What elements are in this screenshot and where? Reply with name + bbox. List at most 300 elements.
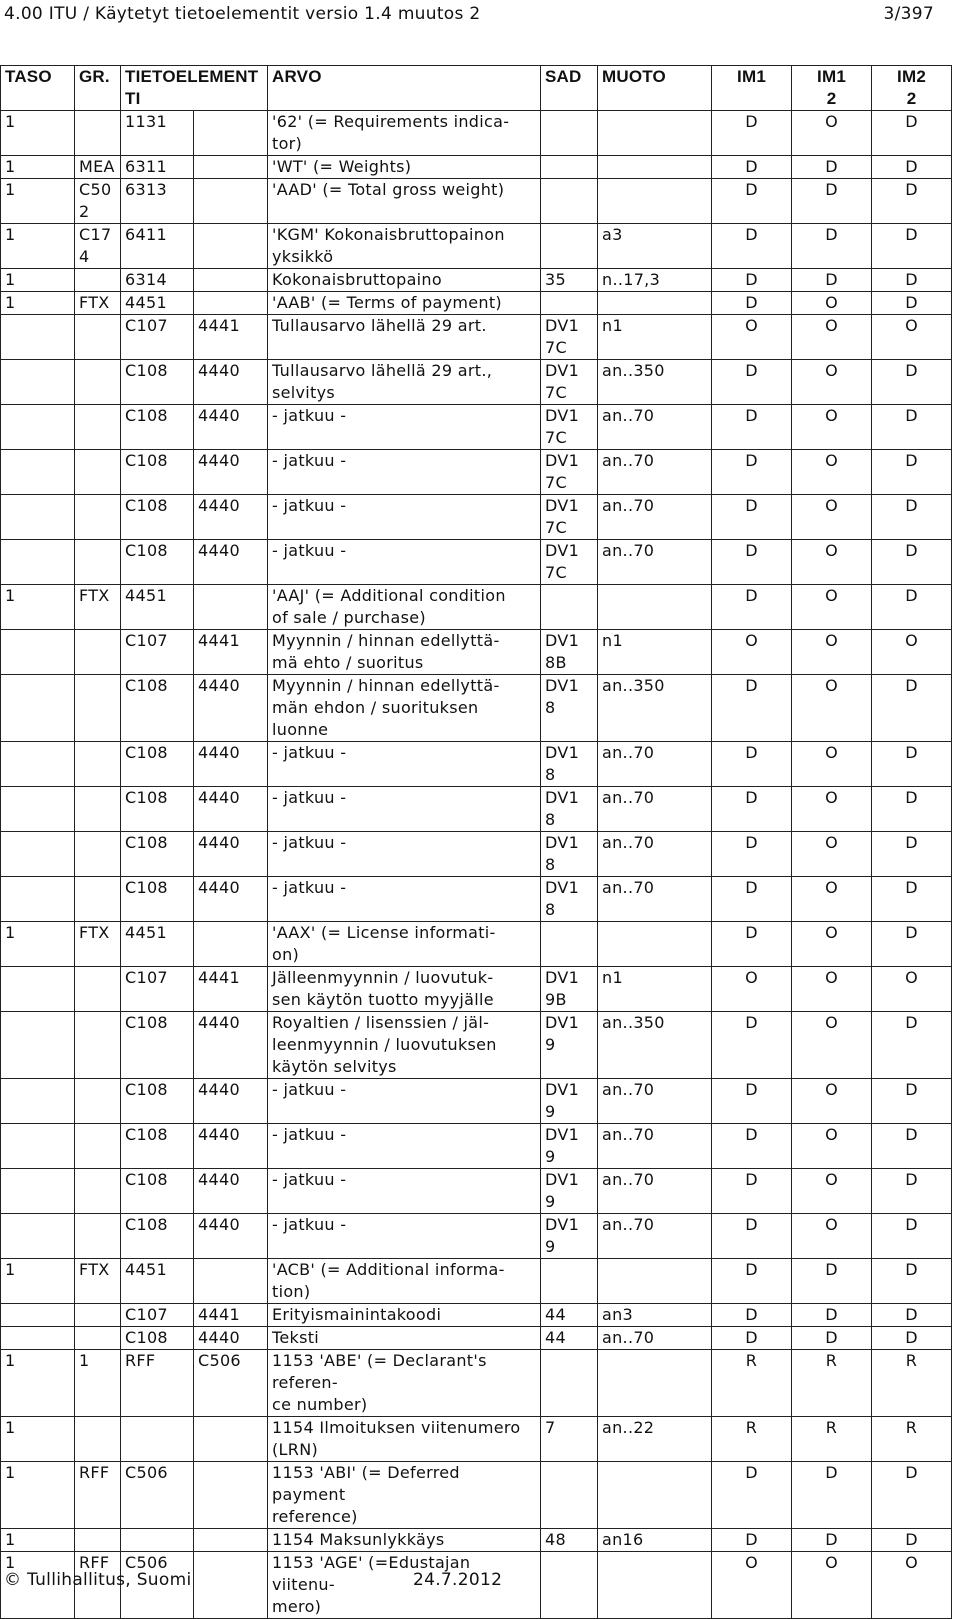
cell-taso <box>1 495 75 540</box>
col-sad-header: SAD <box>541 66 598 111</box>
cell-im22: D <box>872 1124 952 1169</box>
cell-sad <box>541 1462 598 1529</box>
cell-arvo: 1154 Maksunlykkäys <box>268 1529 541 1552</box>
cell-code1: C108 <box>121 1124 194 1169</box>
cell-muoto: an..70 <box>598 1214 712 1259</box>
cell-code1: C506 <box>121 1462 194 1529</box>
cell-taso <box>1 742 75 787</box>
table-row <box>1 1124 952 1169</box>
cell-sad <box>541 111 598 156</box>
cell-arvo: Myynnin / hinnan edellyttä- män ehdon / suorituksen luonne <box>268 675 541 742</box>
table-row <box>1 967 952 1012</box>
cell-taso <box>1 405 75 450</box>
cell-code1: 6411 <box>121 224 194 269</box>
cell-gr: C502 <box>75 179 121 224</box>
cell-code1: 4451 <box>121 1259 194 1304</box>
cell-code1: RFF <box>121 1350 194 1417</box>
cell-im22: D <box>872 832 952 877</box>
cell-im12: O <box>792 315 872 360</box>
cell-code2 <box>194 224 268 269</box>
cell-im22: D <box>872 1327 952 1350</box>
cell-im12: D <box>792 1529 872 1552</box>
cell-im22: D <box>872 269 952 292</box>
cell-code1: C108 <box>121 877 194 922</box>
cell-code1: 4451 <box>121 922 194 967</box>
cell-im1: D <box>712 1259 792 1304</box>
cell-gr <box>75 495 121 540</box>
cell-im22: R <box>872 1417 952 1462</box>
cell-code1: C107 <box>121 967 194 1012</box>
table-row <box>1 675 952 742</box>
table-row <box>1 315 952 360</box>
cell-im12: O <box>792 1124 872 1169</box>
cell-muoto: an..350 <box>598 360 712 405</box>
cell-taso <box>1 630 75 675</box>
col-arvo-header: ARVO <box>268 66 541 111</box>
cell-sad <box>541 292 598 315</box>
cell-sad: DV1 9 <box>541 1214 598 1259</box>
cell-muoto: n1 <box>598 315 712 360</box>
cell-code1: C108 <box>121 675 194 742</box>
cell-im1: D <box>712 787 792 832</box>
table-row <box>1 1417 952 1462</box>
cell-im12: O <box>792 360 872 405</box>
cell-im1: D <box>712 360 792 405</box>
cell-taso: 1 <box>1 1462 75 1529</box>
cell-arvo: - jatkuu - <box>268 1214 541 1259</box>
table-row <box>1 405 952 450</box>
cell-sad: DV1 9 <box>541 1169 598 1214</box>
table-row <box>1 1012 952 1079</box>
cell-code1: C108 <box>121 1169 194 1214</box>
page-number: 3/397 <box>883 4 934 24</box>
cell-code2 <box>194 1417 268 1462</box>
cell-arvo: 1154 Ilmoituksen viitenumero (LRN) <box>268 1417 541 1462</box>
cell-code2: 4440 <box>194 742 268 787</box>
cell-taso <box>1 787 75 832</box>
cell-code1: C107 <box>121 1304 194 1327</box>
cell-code2: 4440 <box>194 675 268 742</box>
col-im1-header: IM1 <box>712 66 792 111</box>
cell-code1: C108 <box>121 540 194 585</box>
cell-taso <box>1 315 75 360</box>
cell-sad: DV1 9 <box>541 1012 598 1079</box>
cell-sad: DV1 9B <box>541 967 598 1012</box>
table-row <box>1 1304 952 1327</box>
cell-muoto: an..350 <box>598 675 712 742</box>
cell-taso: 1 <box>1 224 75 269</box>
table-row <box>1 111 952 156</box>
cell-arvo: - jatkuu - <box>268 742 541 787</box>
cell-muoto <box>598 156 712 179</box>
data-element-table <box>0 65 952 1619</box>
cell-arvo: 'ACB' (= Additional informa- tion) <box>268 1259 541 1304</box>
cell-im1: D <box>712 1529 792 1552</box>
cell-code2: 4441 <box>194 315 268 360</box>
cell-muoto: n1 <box>598 967 712 1012</box>
cell-taso: 1 <box>1 292 75 315</box>
cell-im22: D <box>872 224 952 269</box>
cell-taso <box>1 1214 75 1259</box>
cell-arvo: Jälleenmyynnin / luovutuk- sen käytön tuotto myyjälle <box>268 967 541 1012</box>
table-row <box>1 1169 952 1214</box>
cell-code1 <box>121 1529 194 1552</box>
cell-sad: DV1 7C <box>541 315 598 360</box>
table-row <box>1 179 952 224</box>
cell-taso: 1 <box>1 1350 75 1417</box>
cell-gr: FTX <box>75 1259 121 1304</box>
cell-im1: O <box>712 630 792 675</box>
cell-code1: C108 <box>121 1327 194 1350</box>
cell-taso <box>1 1079 75 1124</box>
cell-code1: C506 <box>121 1552 194 1619</box>
cell-sad: 7 <box>541 1417 598 1462</box>
cell-code2: 4440 <box>194 1327 268 1350</box>
cell-gr <box>75 630 121 675</box>
cell-taso: 1 <box>1 269 75 292</box>
cell-code2: 4440 <box>194 1012 268 1079</box>
cell-code1: 4451 <box>121 585 194 630</box>
table-row <box>1 156 952 179</box>
table-row <box>1 1462 952 1529</box>
cell-code2: 4441 <box>194 967 268 1012</box>
cell-im12: O <box>792 630 872 675</box>
cell-im1: R <box>712 1417 792 1462</box>
cell-code1: C108 <box>121 832 194 877</box>
cell-im12: D <box>792 1462 872 1529</box>
cell-arvo: - jatkuu - <box>268 1169 541 1214</box>
cell-code1: 6313 <box>121 179 194 224</box>
cell-im22: D <box>872 360 952 405</box>
cell-im12: D <box>792 156 872 179</box>
table-row <box>1 787 952 832</box>
cell-arvo: - jatkuu - <box>268 1079 541 1124</box>
cell-sad <box>541 922 598 967</box>
cell-code2 <box>194 156 268 179</box>
cell-muoto: an..70 <box>598 540 712 585</box>
cell-muoto: an..70 <box>598 1079 712 1124</box>
cell-gr <box>75 832 121 877</box>
cell-im12: O <box>792 1214 872 1259</box>
cell-gr: RFF <box>75 1462 121 1529</box>
cell-muoto: an..70 <box>598 742 712 787</box>
cell-muoto: an..70 <box>598 1327 712 1350</box>
page-footer <box>0 1566 960 1596</box>
cell-code1: C108 <box>121 495 194 540</box>
cell-im12: R <box>792 1417 872 1462</box>
cell-arvo: Tullausarvo lähellä 29 art. <box>268 315 541 360</box>
cell-muoto: an..70 <box>598 495 712 540</box>
cell-taso <box>1 675 75 742</box>
cell-arvo: 'AAB' (= Terms of payment) <box>268 292 541 315</box>
cell-arvo: 'KGM' Kokonaisbruttopainon yksikkö <box>268 224 541 269</box>
cell-sad: 35 <box>541 269 598 292</box>
cell-taso <box>1 540 75 585</box>
cell-arvo: 1153 'ABI' (= Deferred payment reference) <box>268 1462 541 1529</box>
cell-code2: 4440 <box>194 405 268 450</box>
cell-im12: O <box>792 585 872 630</box>
cell-im12: O <box>792 540 872 585</box>
cell-taso: 1 <box>1 1259 75 1304</box>
data-element-table-wrapper <box>0 65 952 1619</box>
cell-code1 <box>121 1417 194 1462</box>
cell-arvo: 'AAX' (= License informati- on) <box>268 922 541 967</box>
cell-gr <box>75 675 121 742</box>
cell-muoto: n1 <box>598 630 712 675</box>
cell-gr <box>75 1529 121 1552</box>
table-row <box>1 292 952 315</box>
cell-im22: D <box>872 1304 952 1327</box>
cell-code2: 4441 <box>194 1304 268 1327</box>
cell-im12: D <box>792 224 872 269</box>
cell-gr <box>75 269 121 292</box>
col-im12-header: IM1 2 <box>792 66 872 111</box>
cell-muoto <box>598 292 712 315</box>
cell-im1: D <box>712 292 792 315</box>
cell-muoto <box>598 1462 712 1529</box>
table-row <box>1 877 952 922</box>
cell-im22: D <box>872 1462 952 1529</box>
cell-code1: C108 <box>121 360 194 405</box>
cell-muoto: an..22 <box>598 1417 712 1462</box>
cell-code1: C108 <box>121 742 194 787</box>
cell-arvo: - jatkuu - <box>268 877 541 922</box>
cell-im22: D <box>872 787 952 832</box>
cell-gr <box>75 450 121 495</box>
cell-muoto: an..70 <box>598 450 712 495</box>
cell-im22: D <box>872 1259 952 1304</box>
cell-muoto: n..17,3 <box>598 269 712 292</box>
cell-sad <box>541 1259 598 1304</box>
cell-im22: D <box>872 922 952 967</box>
cell-im22: D <box>872 877 952 922</box>
cell-im22: D <box>872 1169 952 1214</box>
cell-code1: 6311 <box>121 156 194 179</box>
cell-taso: 1 <box>1 585 75 630</box>
cell-muoto: an3 <box>598 1304 712 1327</box>
cell-gr: MEA <box>75 156 121 179</box>
cell-sad: DV1 7C <box>541 495 598 540</box>
cell-im1: D <box>712 585 792 630</box>
cell-im1: D <box>712 877 792 922</box>
cell-im1: D <box>712 832 792 877</box>
cell-arvo: - jatkuu - <box>268 450 541 495</box>
cell-sad: DV1 7C <box>541 450 598 495</box>
cell-muoto: an..70 <box>598 787 712 832</box>
cell-taso: 1 <box>1 179 75 224</box>
cell-im12: O <box>792 1552 872 1619</box>
cell-muoto: an..70 <box>598 832 712 877</box>
table-row <box>1 832 952 877</box>
cell-im12: O <box>792 111 872 156</box>
cell-im1: R <box>712 1350 792 1417</box>
cell-sad: DV1 8 <box>541 832 598 877</box>
cell-gr <box>75 1304 121 1327</box>
cell-code2: 4440 <box>194 787 268 832</box>
cell-im22: D <box>872 179 952 224</box>
cell-im22: D <box>872 450 952 495</box>
cell-arvo: 1153 'AGE' (=Edustajan viitenu- mero) <box>268 1552 541 1619</box>
cell-im1: D <box>712 495 792 540</box>
cell-code1: 4451 <box>121 292 194 315</box>
cell-sad: DV1 9 <box>541 1124 598 1169</box>
cell-im1: D <box>712 156 792 179</box>
cell-muoto: an..350 <box>598 1012 712 1079</box>
cell-im1: O <box>712 967 792 1012</box>
cell-im12: O <box>792 450 872 495</box>
cell-arvo: Teksti <box>268 1327 541 1350</box>
cell-gr: C174 <box>75 224 121 269</box>
cell-gr <box>75 111 121 156</box>
cell-gr <box>75 1124 121 1169</box>
cell-code2: 4440 <box>194 832 268 877</box>
cell-arvo: 'WT' (= Weights) <box>268 156 541 179</box>
col-taso-header: TASO <box>1 66 75 111</box>
table-row <box>1 1350 952 1417</box>
page-header <box>0 0 960 44</box>
cell-im1: D <box>712 1079 792 1124</box>
cell-taso: 1 <box>1 1417 75 1462</box>
cell-im1: D <box>712 742 792 787</box>
cell-code2 <box>194 179 268 224</box>
cell-taso <box>1 1169 75 1214</box>
cell-taso <box>1 967 75 1012</box>
cell-im12: O <box>792 1079 872 1124</box>
cell-im1: D <box>712 922 792 967</box>
cell-im1: D <box>712 540 792 585</box>
cell-sad: DV1 7C <box>541 405 598 450</box>
cell-code2 <box>194 1529 268 1552</box>
cell-im12: O <box>792 787 872 832</box>
col-gr-header: GR. <box>75 66 121 111</box>
cell-code2 <box>194 269 268 292</box>
cell-im12: O <box>792 675 872 742</box>
cell-im22: D <box>872 1012 952 1079</box>
cell-gr <box>75 1417 121 1462</box>
cell-im1: D <box>712 1124 792 1169</box>
cell-code2: 4441 <box>194 630 268 675</box>
table-row <box>1 742 952 787</box>
table-row <box>1 450 952 495</box>
cell-im1: D <box>712 224 792 269</box>
cell-gr: 1 <box>75 1350 121 1417</box>
cell-taso <box>1 1124 75 1169</box>
cell-sad <box>541 1350 598 1417</box>
cell-code2 <box>194 292 268 315</box>
cell-gr <box>75 787 121 832</box>
table-row <box>1 1529 952 1552</box>
cell-im12: O <box>792 922 872 967</box>
cell-im1: D <box>712 1304 792 1327</box>
cell-code2 <box>194 585 268 630</box>
cell-arvo: Tullausarvo lähellä 29 art., selvitys <box>268 360 541 405</box>
cell-code1: C108 <box>121 450 194 495</box>
cell-im1: D <box>712 1327 792 1350</box>
cell-taso: 1 <box>1 156 75 179</box>
cell-muoto: an..70 <box>598 405 712 450</box>
cell-arvo: - jatkuu - <box>268 405 541 450</box>
table-row <box>1 585 952 630</box>
cell-code2: 4440 <box>194 540 268 585</box>
cell-im22: D <box>872 111 952 156</box>
cell-im22: D <box>872 1079 952 1124</box>
cell-code2 <box>194 1462 268 1529</box>
cell-gr <box>75 877 121 922</box>
cell-arvo: Royaltien / lisenssien / jäl- leenmyynnin / luovutuksen käytön selvitys <box>268 1012 541 1079</box>
cell-code1: C108 <box>121 1214 194 1259</box>
cell-sad: DV1 9 <box>541 1079 598 1124</box>
cell-im1: D <box>712 1214 792 1259</box>
cell-sad <box>541 224 598 269</box>
table-row <box>1 630 952 675</box>
cell-im12: D <box>792 1327 872 1350</box>
cell-im12: O <box>792 877 872 922</box>
cell-sad <box>541 156 598 179</box>
cell-arvo: 1153 'ABE' (= Declarant's referen- ce number) <box>268 1350 541 1417</box>
cell-im1: D <box>712 269 792 292</box>
cell-im1: O <box>712 1552 792 1619</box>
cell-im12: D <box>792 269 872 292</box>
cell-code2: 4440 <box>194 1079 268 1124</box>
cell-sad: DV1 8B <box>541 630 598 675</box>
cell-sad: DV1 8 <box>541 787 598 832</box>
cell-im1: D <box>712 675 792 742</box>
cell-im12: D <box>792 179 872 224</box>
cell-taso <box>1 450 75 495</box>
cell-gr <box>75 540 121 585</box>
cell-muoto: a3 <box>598 224 712 269</box>
cell-arvo: - jatkuu - <box>268 1124 541 1169</box>
cell-code2: 4440 <box>194 495 268 540</box>
table-row <box>1 1327 952 1350</box>
cell-im22: D <box>872 405 952 450</box>
document-title: 4.00 ITU / Käytetyt tietoelementit versio 1.4 muutos 2 <box>4 4 481 24</box>
col-im22-header: IM2 2 <box>872 66 952 111</box>
cell-taso <box>1 877 75 922</box>
cell-code1: C108 <box>121 787 194 832</box>
cell-im1: D <box>712 179 792 224</box>
table-row <box>1 1259 952 1304</box>
cell-muoto <box>598 179 712 224</box>
cell-arvo: Erityismainintakoodi <box>268 1304 541 1327</box>
cell-gr <box>75 967 121 1012</box>
table-row <box>1 1079 952 1124</box>
cell-taso <box>1 1304 75 1327</box>
cell-im1: D <box>712 450 792 495</box>
cell-im1: D <box>712 1169 792 1214</box>
cell-im1: D <box>712 111 792 156</box>
cell-gr: FTX <box>75 922 121 967</box>
cell-gr <box>75 742 121 787</box>
table-row <box>1 269 952 292</box>
cell-arvo: - jatkuu - <box>268 540 541 585</box>
cell-im22: D <box>872 292 952 315</box>
footer-date: 24.7.2012 <box>413 1570 503 1590</box>
cell-im22: O <box>872 630 952 675</box>
cell-taso: 1 <box>1 1552 75 1619</box>
cell-code2: 4440 <box>194 1169 268 1214</box>
cell-gr <box>75 1012 121 1079</box>
cell-code2: C506 <box>194 1350 268 1417</box>
cell-code2 <box>194 111 268 156</box>
cell-muoto: an..70 <box>598 1169 712 1214</box>
cell-taso: 1 <box>1 922 75 967</box>
cell-taso: 1 <box>1 111 75 156</box>
cell-sad: DV1 7C <box>541 540 598 585</box>
cell-gr <box>75 1214 121 1259</box>
col-muoto-header: MUOTO <box>598 66 712 111</box>
cell-im22: D <box>872 1529 952 1552</box>
